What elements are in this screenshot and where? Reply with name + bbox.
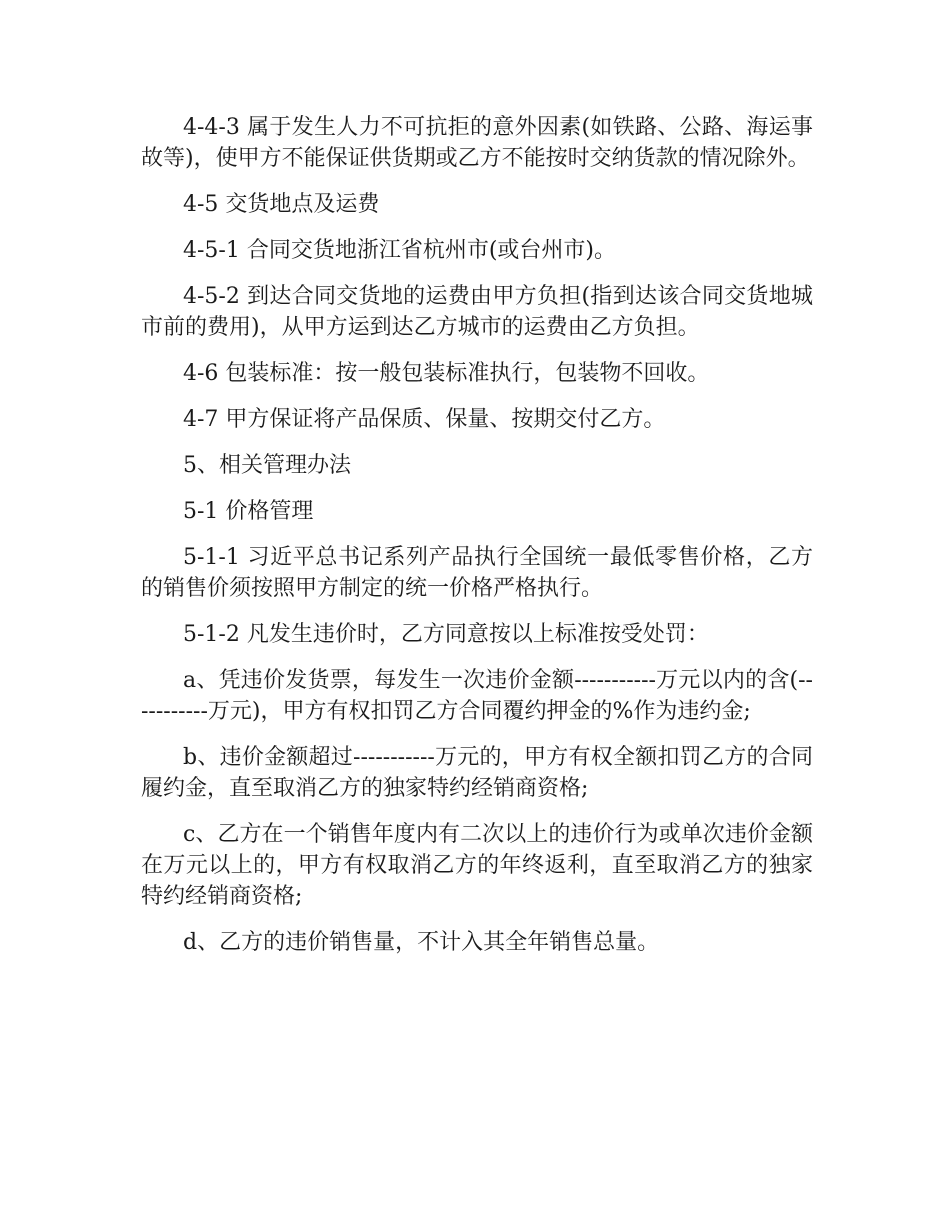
- penalty-item-a: a、凭违价发货票，每发生一次违价金额-----------万元以内的含(-----------万元)，甲方有权扣罚乙方合同覆约押金的%作为违约金;: [141, 668, 813, 724]
- clause-4-6: 4-6 包装标准：按一般包装标准执行，包装物不回收。: [183, 361, 710, 386]
- clause-5-1-2: 5-1-2 凡发生违价时，乙方同意按以上标准按受处罚：: [183, 622, 709, 647]
- document-body: [141, 112, 813, 973]
- section-5-1-heading: 5-1 价格管理: [183, 499, 314, 524]
- penalty-item-d: d、乙方的违价销售量，不计入其全年销售总量。: [183, 930, 660, 955]
- penalty-item-c: c、乙方在一个销售年度内有二次以上的违价行为或单次违价金额在万元以上的，甲方有权取消乙方的年终返利，直至取消乙方的独家特约经销商资格;: [141, 822, 813, 909]
- penalty-item-b: b、违价金额超过-----------万元的，甲方有权全额扣罚乙方的合同履约金，直至取消乙方的独家特约经销商资格;: [141, 745, 813, 801]
- clause-4-7: 4-7 甲方保证将产品保质、保量、按期交付乙方。: [183, 407, 666, 432]
- section-5-heading: 5、相关管理办法: [183, 453, 351, 478]
- clause-4-5-heading: 4-5 交货地点及运费: [183, 192, 380, 217]
- clause-5-1-1: 5-1-1 习近平总书记系列产品执行全国统一最低零售价格，乙方的销售价须按照甲方制定的统一价格严格执行。: [141, 545, 813, 601]
- clause-4-5-1: 4-5-1 合同交货地浙江省杭州市(或台州市)。: [183, 238, 617, 263]
- clause-4-4-3: 4-4-3 属于发生人力不可抗拒的意外因素(如铁路、公路、海运事故等)，使甲方不能保证供货期或乙方不能按时交纳货款的情况除外。: [141, 115, 813, 171]
- clause-4-5-2: 4-5-2 到达合同交货地的运费由甲方负担(指到达该合同交货地城市前的费用)，从甲方运到达乙方城市的运费由乙方负担。: [141, 284, 813, 340]
